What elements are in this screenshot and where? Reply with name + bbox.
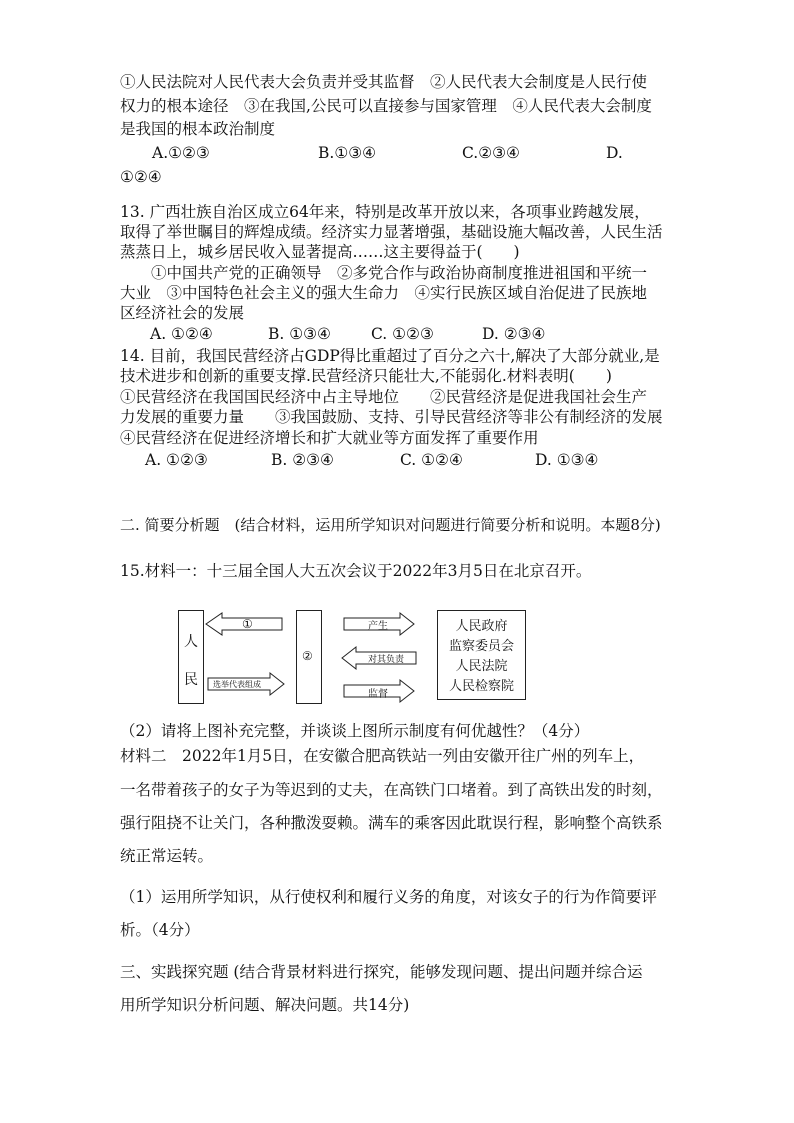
q15-part-2: （2）请将上图补充完整，并谈谈上图所示制度有何优越性？（4分） <box>120 722 590 740</box>
material-2-line-3: 强行阻挠不让关门，各种撒泼耍赖。满车的乘客因此耽误行程，影响整个高铁系 <box>120 814 663 832</box>
material-2-line-1: 材料二 2022年1月5日，在安徽合肥高铁站一列由安徽开往广州的列车上， <box>120 747 645 765</box>
q13-option-b: B. ①③④ <box>268 325 331 343</box>
arrow-label-elect: 选举代表组成 <box>213 680 261 689</box>
q13-line-2: 取得了举世瞩目的辉煌成绩。经济实力显著增强，基础设施大幅改善，人民生活 <box>120 223 663 241</box>
q14-line-4: 力发展的重要力量 ③我国鼓励、支持、引导民营经济等非公有制经济的发展 <box>120 408 663 426</box>
q13-line-1: 13. 广西壮族自治区成立64年来，特别是改革开放以来，各项事业跨越发展， <box>120 203 650 221</box>
q14-line-3: ①民营经济在我国国民经济中占主导地位 ②民营经济是促进我国社会生产 <box>120 388 648 406</box>
q14-option-b: B. ②③④ <box>271 451 334 469</box>
organ-supervisory-commission: 监察委员会 <box>448 639 514 654</box>
people-congress-diagram <box>178 608 526 706</box>
q12-option-d-value: ①②④ <box>120 168 162 186</box>
section-2-heading: 二. 简要分析题 (结合材料，运用所学知识对问题进行简要分析和说明。本题8分) <box>120 516 661 534</box>
organ-procuratorate: 人民检察院 <box>448 679 514 694</box>
q13-line-4: ①中国共产党的正确领导 ②多党合作与政治协商制度推进祖国和平统一 <box>120 264 648 282</box>
arrow-label-supervise: 监督 <box>368 689 388 700</box>
q13-option-d: D. ②③④ <box>482 325 546 343</box>
arrow-label-produce: 产生 <box>368 621 388 632</box>
q12-line-3: 是我国的根本政治制度 <box>120 120 276 138</box>
q13-option-c: C. ①②③ <box>371 325 434 343</box>
arrow-label-1: ① <box>242 617 253 631</box>
q15-material-1: 15.材料一：十三届全国人大五次会议于2022年3月5日在北京召开。 <box>120 562 592 580</box>
q14-option-d: D. ①③④ <box>535 451 599 469</box>
q12-option-d: D. <box>606 144 623 162</box>
material-2-line-2: 一名带着孩子的女子为等迟到的丈夫，在高铁门口堵着。到了高铁出发的时刻， <box>120 781 663 799</box>
material-2-line-4: 统正常运转。 <box>120 847 214 865</box>
q12-option-a: A.①②③ <box>152 144 210 162</box>
people-label-2: 民 <box>184 672 198 688</box>
q13-option-a: A. ①②④ <box>150 325 213 343</box>
organ-government: 人民政府 <box>455 619 508 634</box>
section-3-line-2: 用所学知识分析问题、解决问题。共14分) <box>120 996 410 1014</box>
q14-option-a: A. ①②③ <box>145 451 208 469</box>
q15-part-1-line-2: 析。（4分） <box>120 921 200 939</box>
q14-option-c: C. ①②④ <box>400 451 463 469</box>
section-3-line-1: 三、实践探究题 (结合背景材料进行探究，能够发现问题、提出问题并综合运 <box>120 963 643 981</box>
q12-option-b: B.①③④ <box>318 144 377 162</box>
q12-option-c: C.②③④ <box>462 144 520 162</box>
organ-court: 人民法院 <box>455 659 508 674</box>
q14-line-5: ④民营经济在促进经济增长和扩大就业等方面发挥了重要作用 <box>120 429 539 447</box>
state-organs-box <box>437 610 526 700</box>
center-box <box>296 610 322 704</box>
q15-part-1-line-1: （1）运用所学知识，从行使权利和履行义务的角度，对该女子的行为作简要评 <box>120 888 657 906</box>
center-label: ② <box>302 649 313 663</box>
q14-line-1: 14. 目前，我国民营经济占GDP得比重超过了百分之六十,解决了大部分就业,是 <box>120 347 660 365</box>
arrow-label-responsible: 对其负责 <box>368 655 405 665</box>
q13-line-5: 大业 ③中国特色社会主义的强大生命力 ④实行民族区域自治促进了民族地 <box>120 284 648 302</box>
q13-line-6: 区经济社会的发展 <box>120 304 245 322</box>
q12-line-2: 权力的根本途径 ③在我国,公民可以直接参与国家管理 ④人民代表大会制度 <box>120 97 652 115</box>
q14-line-2: 技术进步和创新的重要支撑.民营经济只能壮大,不能弱化.材料表明( ) <box>120 367 612 385</box>
q12-line-1: ①人民法院对人民代表大会负责并受其监督 ②人民代表大会制度是人民行使 <box>120 73 648 91</box>
people-label-1: 人 <box>184 634 198 650</box>
q13-line-3: 蒸蒸日上，城乡居民收入显著提高……这主要得益于( ) <box>120 243 520 261</box>
